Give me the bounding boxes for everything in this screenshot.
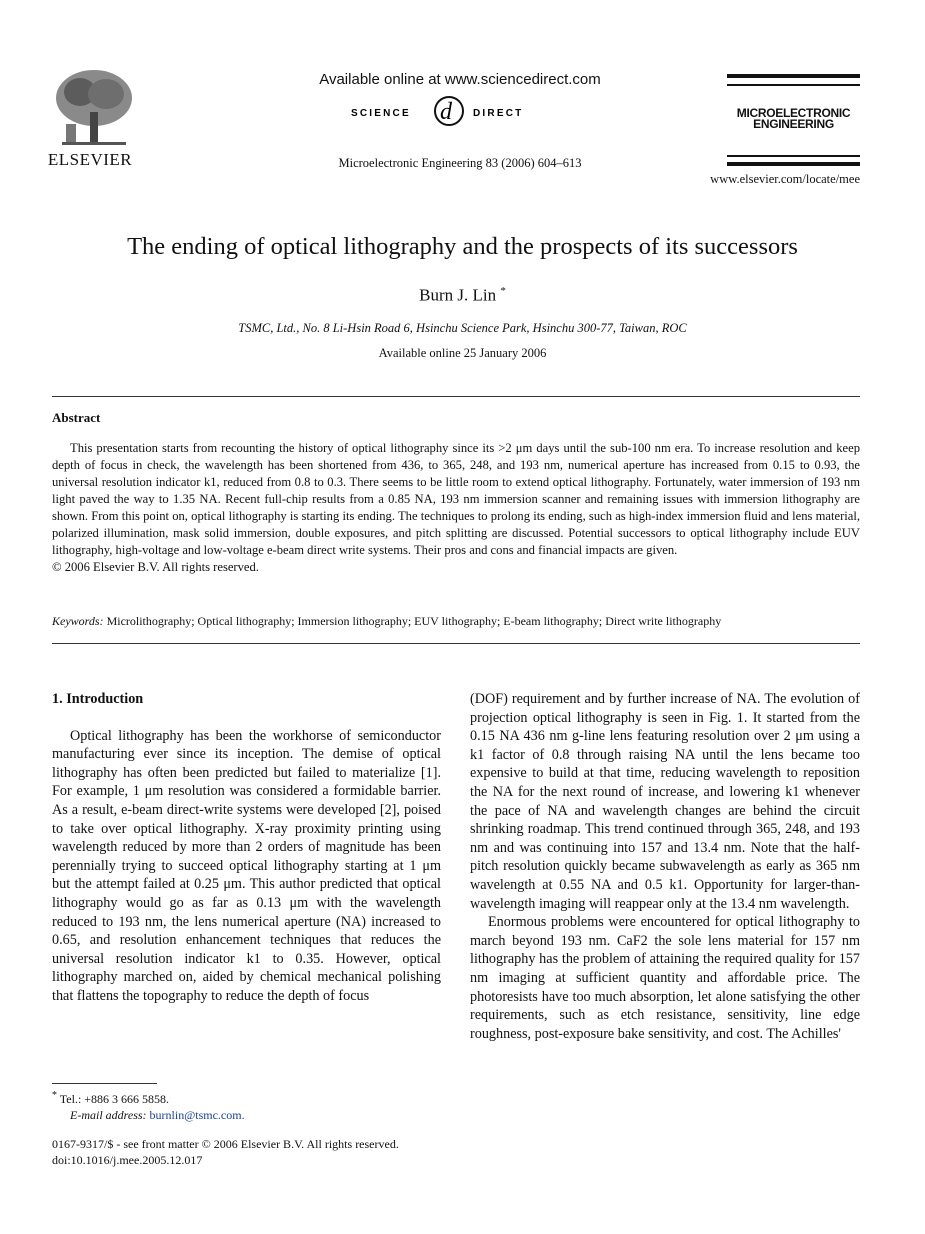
abstract-body — [52, 440, 860, 576]
section-heading: 1. Introduction — [52, 691, 144, 707]
footnote-rule — [52, 1083, 157, 1084]
footnote-email-line — [52, 1108, 441, 1124]
journal-logo-rule — [727, 155, 860, 157]
keywords-label: Keywords: — [52, 614, 104, 628]
issn-line: 0167-9317/$ - see front matter © 2006 Elsevier B.V. All rights reserved. — [52, 1137, 399, 1151]
sd-right-text: DIRECT — [473, 108, 524, 119]
footnote — [52, 1088, 441, 1123]
journal-logo — [727, 108, 860, 130]
email-link[interactable]: burnlin@tsmc.com. — [149, 1107, 245, 1122]
doi[interactable]: doi:10.1016/j.mee.2005.12.017 — [52, 1153, 203, 1167]
available-online-banner: Available online at www.sciencedirect.com — [319, 71, 601, 88]
abstract-heading: Abstract — [52, 410, 101, 425]
sciencedirect-logo — [345, 94, 585, 128]
intro-paragraph: Optical lithography has been the workhorse of semiconductor manufacturing ever since its inception. The demise of optical lithography has often been predicted but failed to materialize [1]. For example, 1 μm resolution was considered a formidable barrier. As a result, e-beam direct-write systems were developed [2], poised to take over optical lithography. X-ray proximity printing using wavelength reduced by more than 2 orders of magnitude has been perennially trying to succeed optical lithography starting at 1 μm but the attempt failed at 0.25 μm. This author predicted that optical lithography would go as far as 0.13 μm with the wavelength reduced to 193 nm, the lens numerical aperture (NA) increased to 0.65, and resolution enhancement techniques that reduces the universal resolution indicator k1 to 0.35. However, optical lithography marched on, aided by chemical mechanical polishing that flattens the topography to reduce the depth of focus — [52, 727, 441, 1004]
intro-paragraph-2: Enormous problems were encountered for optical lithography to march beyond 193 nm. CaF2 the sole lens material for 157 nm lithography has the problem of attaining the required quality for 157 nm imaging at sufficient quantity and affordable price. The photoresists have too much absorption, let alone satisfying the other requirements, such as etch resistance, sensitivity, line edge roughness, post-exposure bake sensitivity, and cost. The Achilles' — [470, 914, 860, 1042]
author-name[interactable]: Burn J. Lin — [419, 285, 497, 305]
journal-logo-rule — [727, 162, 860, 166]
footnote-mark: * — [52, 1090, 57, 1101]
divider — [52, 643, 860, 644]
journal-url[interactable]: www.elsevier.com/locate/mee — [710, 172, 860, 186]
svg-text:d: d — [440, 99, 452, 125]
journal-logo-rule — [727, 84, 860, 86]
author-line — [300, 285, 625, 306]
keywords — [52, 614, 860, 629]
email-label: E-mail address: — [70, 1107, 147, 1122]
abstract-text: This presentation starts from recounting the history of optical lithography since its >2 μm days until the sub-100 nm era. To increase resolution and keep depth of focus in check, the wavelength has been shortened from 436, to 365, 248, and 193 nm, numerical aperture has increased from 0.15 to 0.93, the universal resolution indicator k1, reduced from 0.8 to 0.3. There seems to be little room to extend optical lithography. Fortunately, water immersion of 193 nm light paved the way to 1.35 NA. Recent full-chip results from a 0.85 NA, 193 nm immersion scanner and remaining issues with immersion lithography are shown. From this point on, optical lithography is starting its ending. The techniques to prolong its ending, such as high-index immersion fluid and lens material, polarized illumination, mask solid immersion, double exposures, and pitch splitting are discussed. Potential successors to optical lithography include EUV lithography, high-voltage and low-voltage e-beam direct write systems. Their pros and cons and financial impacts are given. — [52, 441, 860, 557]
journal-citation: Microelectronic Engineering 83 (2006) 604–613 — [338, 156, 582, 170]
affiliation: TSMC, Ltd., No. 8 Li-Hsin Road 6, Hsinchu Science Park, Hsinchu 300-77, Taiwan, ROC — [238, 321, 687, 335]
divider — [52, 396, 860, 397]
footnote-tel: Tel.: +886 3 666 5858. — [59, 1092, 170, 1106]
left-column — [52, 690, 441, 1006]
available-date: Available online 25 January 2006 — [378, 346, 547, 360]
article-title: The ending of optical lithography and the prospects of its successors — [127, 233, 798, 260]
journal-logo-line1: MICROELECTRONIC — [736, 106, 851, 120]
publisher-name: ELSEVIER — [47, 150, 133, 169]
journal-logo-rule — [727, 74, 860, 78]
abstract-copyright: © 2006 Elsevier B.V. All rights reserved. — [52, 560, 259, 574]
right-column — [470, 690, 860, 1043]
intro-paragraph-cont: (DOF) requirement and by further increase of NA. The evolution of projection optical lithography is seen in Fig. 1. It started from the 0.15 NA 436 nm g-line lens featuring resolution over 2 μm using a k1 factor of 0.8 through raising NA until the lens became too expensive to build at that time, reducing wavelength to reposition the NA for the next round of increase, and lowering k1 whenever the pace of NA and wavelength changes are behind the circuit shrinking roadmap. This trend continued through 365, 248, and 193 nm and was continuing into 157 and 13.4 nm. Note that the half-pitch resolution quickly became subwavelength as early as 365 nm wavelength at 0.55 NA and 0.5 k1. Opportunity for larger-than-wavelength imaging will reappear only at the 13.4 nm wavelength. — [470, 691, 860, 912]
sd-left-text: SCIENCE — [351, 108, 411, 119]
footnote-tel-line — [52, 1088, 441, 1108]
journal-logo-line2: ENGINEERING — [753, 117, 834, 131]
keywords-list: Microlithography; Optical lithography; Immersion lithography; EUV lithography; E-beam lithography; Direct write lithography — [106, 614, 722, 628]
imprint — [52, 1136, 472, 1168]
author-footnote-mark[interactable]: * — [500, 285, 506, 297]
